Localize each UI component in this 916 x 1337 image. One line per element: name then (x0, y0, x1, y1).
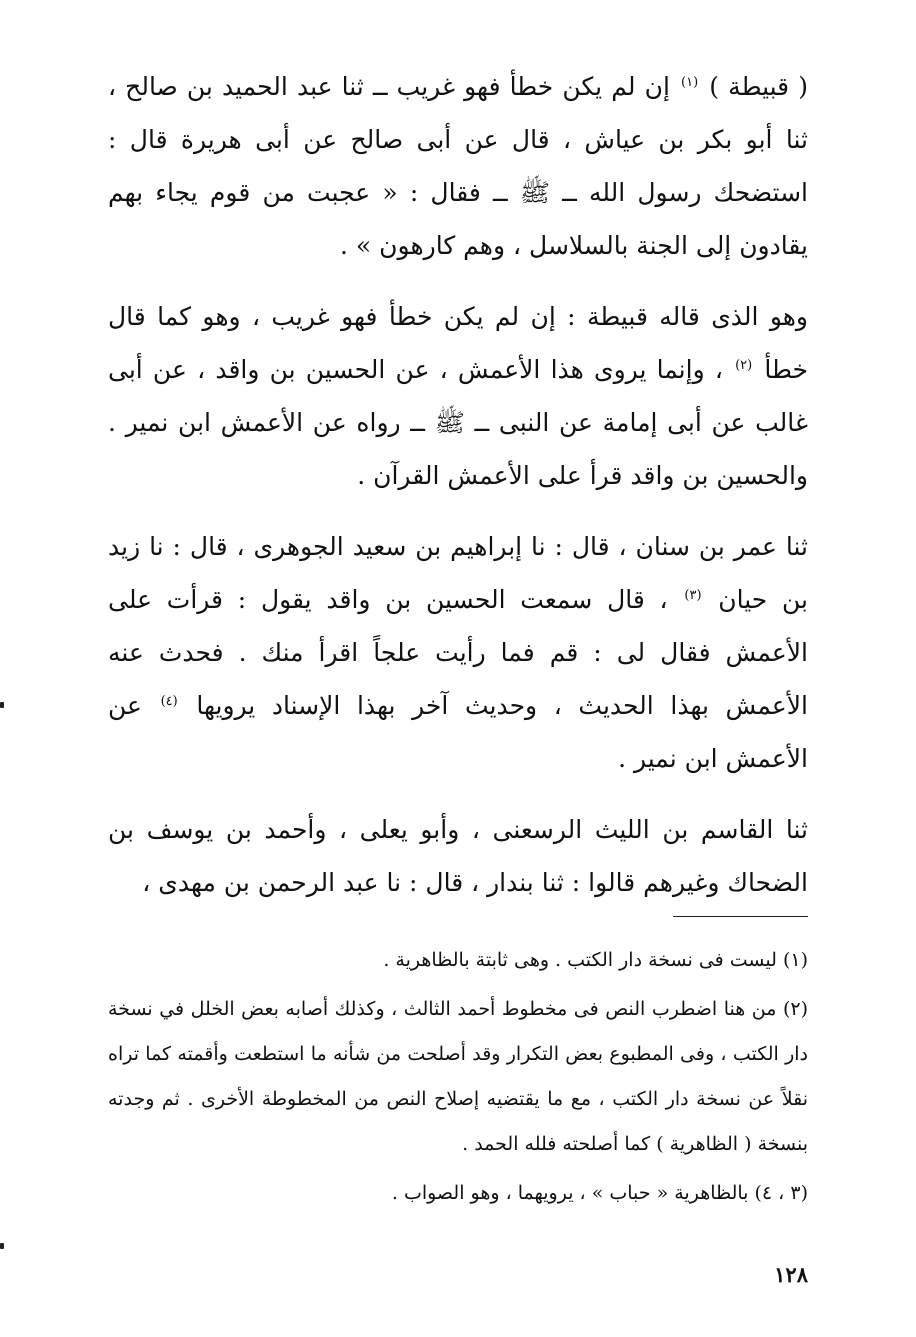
page-number: ١٢٨ (774, 1262, 808, 1287)
footnote-marker: (٣) (684, 587, 702, 603)
text-run: إن لم يكن خطأ فهو غريب ــ ثنا عبد الحميد بن صالح ، ثنا أبو بكر بن عياش ، قال عن أبى صالح عن أبى هريرة قال : استضحك رسول الله ــ ﷺ ــ فقال : « عجبت من قوم يجاء بهم يقادون إلى الجنة بالسلاسل ، وهم كارهون » . (108, 72, 808, 260)
paragraph-text (108, 803, 808, 909)
paragraph (108, 520, 808, 785)
scan-edge-mark (0, 1243, 4, 1249)
paragraph-text (108, 520, 808, 785)
footnote-separator (673, 916, 808, 917)
footnote-marker: (٢) (735, 357, 753, 373)
paragraph (108, 60, 808, 272)
text-run: ثنا عمر بن سنان ، قال : نا إبراهيم بن سعيد الجوهرى ، قال : نا زيد بن حيان (108, 532, 808, 614)
paragraph-text (108, 60, 808, 272)
footnote-2: (٢) من هنا اضطرب النص فى مخطوط أحمد الثالث ، وكذلك أصابه بعض الخلل في نسخة دار الكتب ، وفى المطبوع بعض التكرار وقد أصلحت من شأنه ما استطعت وأقمته كما تراه نقلاً عن نسخة دار الكتب ، مع ما يقتضيه إصلاح النص من المخطوطة الأخرى . ثم وجدته بنسخة ( الظاهرية ) كما أصلحته فلله الحمد . (108, 998, 808, 1155)
footnote-marker: (٤) (160, 693, 178, 709)
scan-edge-mark (0, 702, 4, 708)
footnote-marker: (١) (681, 74, 699, 90)
main-text (108, 60, 808, 927)
text-run: ثنا القاسم بن الليث الرسعنى ، وأبو يعلى ، وأحمد بن يوسف بن الضحاك وغيرهم قالوا : ثنا بندار ، قال : نا عبد الرحمن بن مهدى ، (108, 815, 808, 897)
text-run: ، وإنما يروى هذا الأعمش ، عن الحسين بن واقد ، عن أبى غالب عن أبى إمامة عن النبى ــ ﷺ ــ رواه عن الأعمش ابن نمير . والحسين بن واقد قرأ على الأعمش القرآن . (108, 355, 808, 490)
footnote-3-4: (٣ ، ٤) بالظاهرية « حباب » ، يرويهما ، وهو الصواب . (391, 1182, 808, 1204)
text-run: ( قبيطة ) (700, 72, 808, 101)
paragraph (108, 290, 808, 502)
footnote-1: (١) ليست فى نسخة دار الكتب . وهى ثابتة بالظاهرية . (383, 949, 808, 971)
paragraph-text (108, 290, 808, 502)
text-run: وهو الذى قاله قبيطة : إن لم يكن خطأ فهو غريب ، وهو كما قال خطأ (108, 302, 809, 384)
text-run: عن الأعمش ابن نمير . (108, 691, 808, 773)
text-run: ، قال سمعت الحسين بن واقد يقول : قرأت على الأعمش فقال لى : قم فما رأيت علجاً اقرأ منك . فحدث عنه الأعمش بهذا الحديث ، وحديث آخر بهذا الإسناد يرويها (108, 585, 808, 720)
paragraph (108, 803, 808, 909)
footnotes (108, 938, 808, 1216)
